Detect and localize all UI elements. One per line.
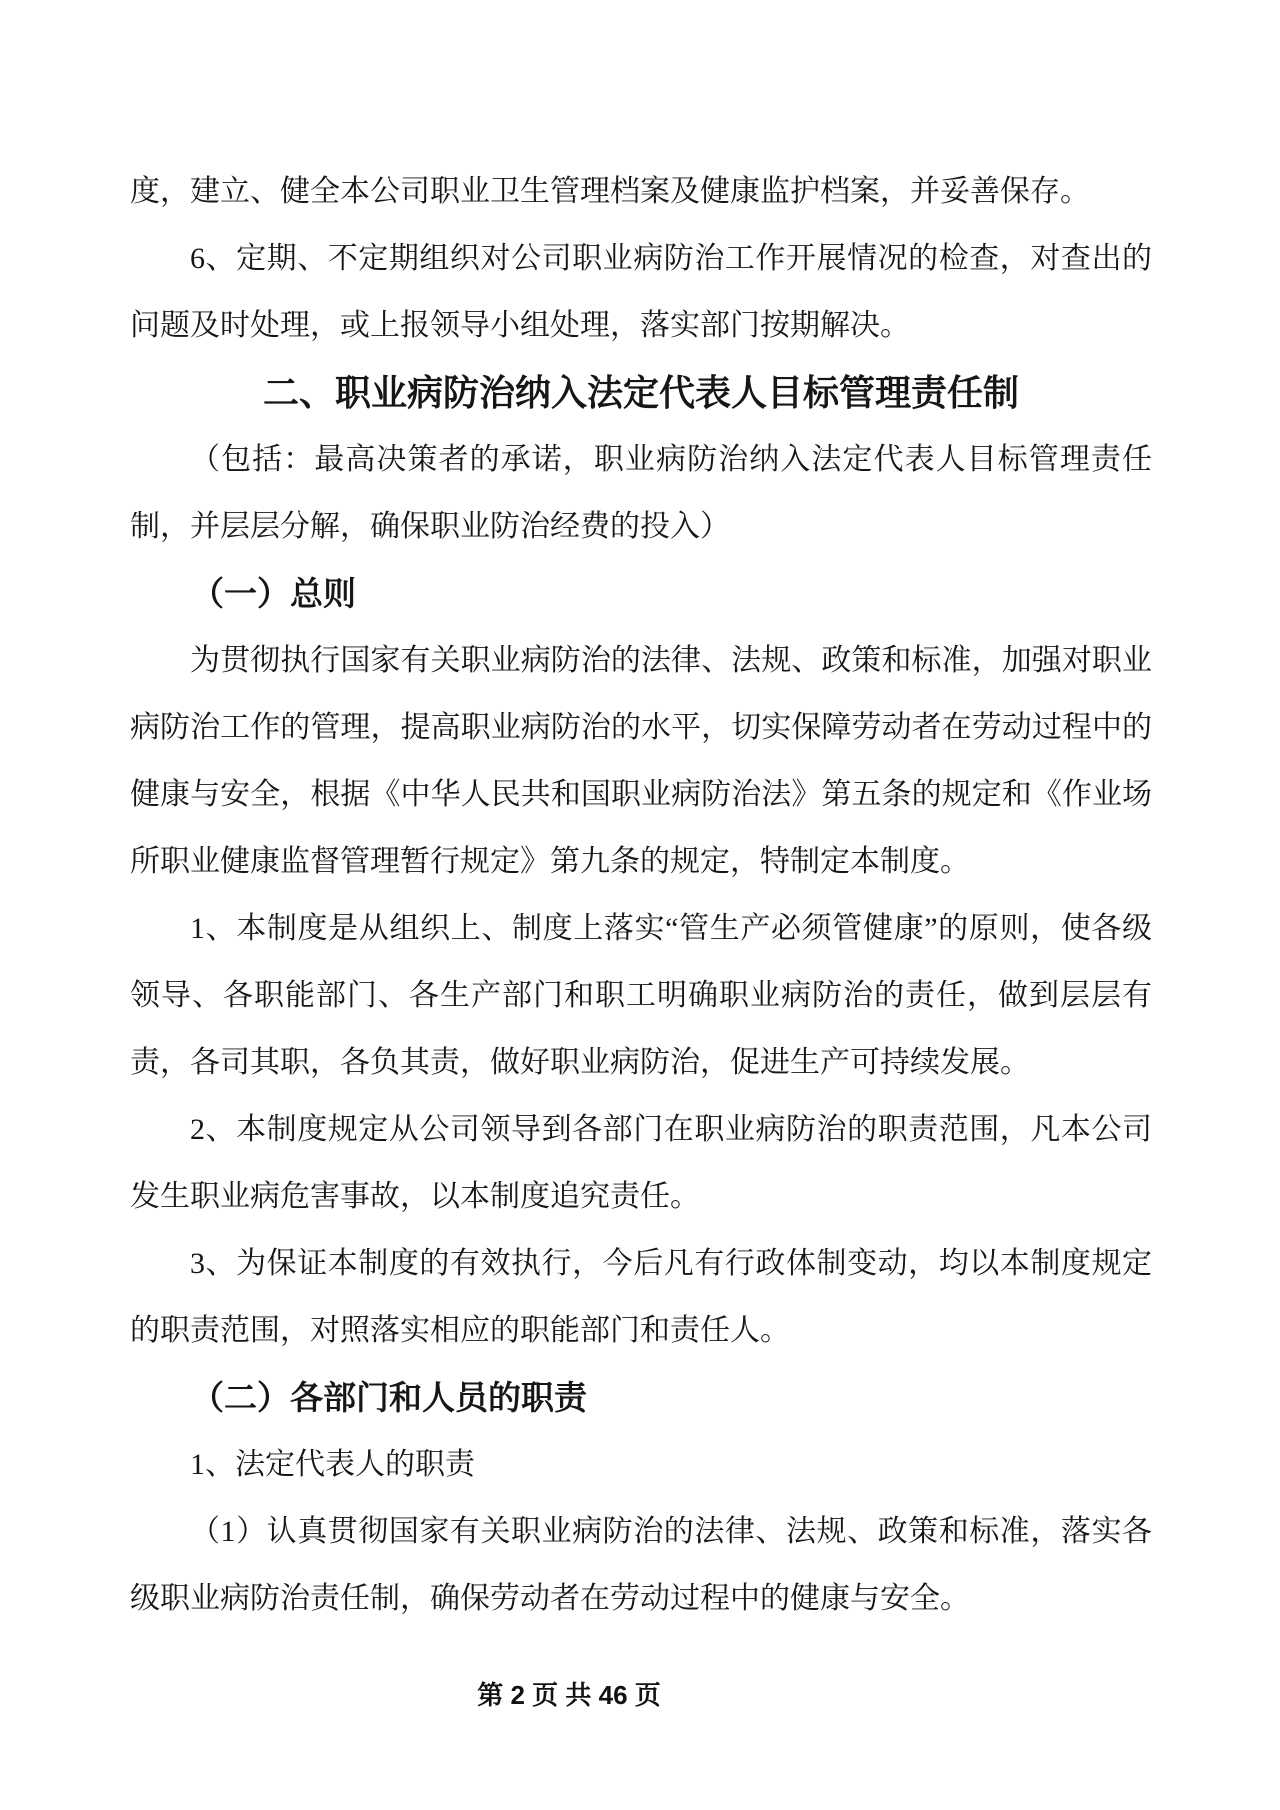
item-6-paragraph: 6、定期、不定期组织对公司职业病防治工作开展情况的检查，对查出的问题及时处理，或上报领导小组处理，落实部门按期解决。 <box>130 242 1152 342</box>
principle-item-3-paragraph: 3、为保证本制度的有效执行，今后凡有行政体制变动，均以本制度规定的职责范围，对照落实相应的职能部门和责任人。 <box>130 1247 1152 1347</box>
principle-item-2-paragraph: 2、本制度规定从公司领导到各部门在职业病防治的职责范围，凡本公司发生职业病危害事故，以本制度追究责任。 <box>130 1113 1152 1213</box>
continuation-paragraph: 度，建立、健全本公司职业卫生管理档案及健康监护档案，并妥善保存。 <box>130 175 1090 208</box>
subsection-heading-general-principles: （一）总则 <box>191 575 357 612</box>
general-principles-paragraph: 为贯彻执行国家有关职业病防治的法律、法规、政策和标准，加强对职业病防治工作的管理，提高职业病防治的水平，切实保障劳动者在劳动过程中的健康与安全，根据《中华人民共和国职业病防治法》第五条的规定和《作业场所职业健康监督管理暂行规定》第九条的规定，特制定本制度。 <box>130 644 1152 878</box>
page-footer: 第 2 页 共 46 页 <box>477 1680 661 1710</box>
subsection-heading-duties: （二）各部门和人员的职责 <box>191 1379 588 1416</box>
section-heading: 二、职业病防治纳入法定代表人目标管理责任制 <box>262 372 1019 413</box>
legal-representative-duties-label: 1、法定代表人的职责 <box>190 1448 475 1481</box>
scope-note-paragraph: （包括：最高决策者的承诺，职业病防治纳入法定代表人目标管理责任制，并层层分解，确保职业防治经费的投入） <box>130 443 1152 543</box>
duty-item-1-paragraph: （1）认真贯彻国家有关职业病防治的法律、法规、政策和标准，落实各级职业病防治责任制，确保劳动者在劳动过程中的健康与安全。 <box>130 1515 1152 1615</box>
document-body <box>130 158 1152 1632</box>
principle-item-1-paragraph: 1、本制度是从组织上、制度上落实“管生产必须管健康”的原则，使各级领导、各职能部门、各生产部门和职工明确职业病防治的责任，做到层层有责，各司其职，各负其责，做好职业病防治，促进生产可持续发展。 <box>130 912 1152 1079</box>
